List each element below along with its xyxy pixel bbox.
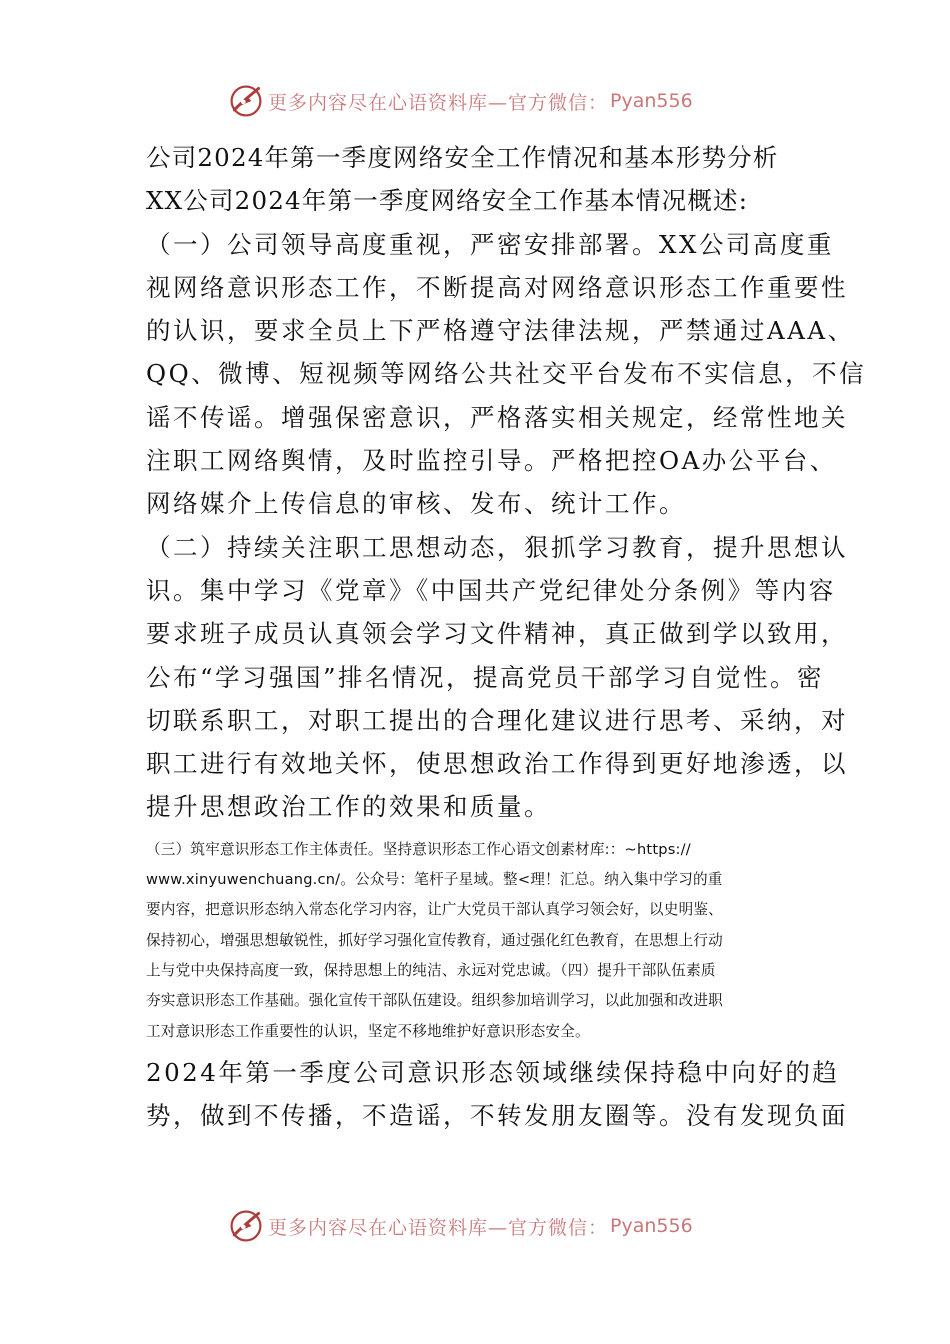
section-2 — [146, 526, 848, 829]
footer-banner — [228, 1206, 748, 1246]
section-4-line: 势，做到不传播，不造谣，不转发朋友圈等。没有发现负面 — [146, 1101, 848, 1131]
section-3-line: www.xinyuwenchuang.cn/。公众号：笔杆子星域。整<理！汇总。纳入集中学习的重 — [146, 871, 723, 889]
section-2-line: 公布“学习强国”排名情况，提高党员干部学习自觉性。密 — [146, 662, 825, 692]
section-3 — [146, 835, 810, 1047]
header-banner-text: 更多内容尽在心语资料库—官方微信： — [268, 91, 609, 114]
document-subtitle: XX公司2024年第一季度网络安全工作基本情况概述: — [146, 186, 749, 216]
header-wechat-id: Pyan556 — [610, 90, 693, 112]
section-2-line: 识。集中学习《党章》《中国共产党纪律处分条例》等内容 — [146, 575, 836, 605]
section-1-line: 注职工网络舆情，及时监控引导。严格把控OA办公平台、 — [146, 446, 837, 476]
section-4 — [146, 1051, 848, 1138]
section-3-line: 保持初心，增强思想敏锐性，抓好学习强化宣传教育，通过强化红色教育，在思想上行动 — [146, 931, 723, 949]
section-3-line: （三）筑牢意识形态工作主体责任。坚持意识形态工作心语文创素材库:：~https:// — [146, 840, 691, 858]
header-banner — [228, 81, 748, 121]
section-4-line: 2024年第一季度公司意识形态领域继续保持稳中向好的趋 — [146, 1057, 840, 1087]
section-2-line: （二）持续关注职工思想动态，狠抓学习教育，提升思想认 — [146, 532, 848, 562]
section-1-line: 网络媒介上传信息的审核、发布、统计工作。 — [146, 489, 686, 519]
section-1-line: （一）公司领导高度重视，严密安排部署。XX公司高度重 — [146, 229, 834, 259]
section-3-line: 要内容，把意识形态纳入常态化学习内容，让广大党员干部认真学习领会好，以史明鉴、 — [146, 901, 723, 919]
footer-wechat-id: Pyan556 — [610, 1215, 693, 1237]
pen-logo-icon — [228, 1208, 264, 1244]
section-1 — [146, 223, 867, 526]
section-3-line: 夯实意识形态工作基础。强化宣传干部队伍建设。组织参加培训学习，以此加强和改进职 — [146, 992, 723, 1010]
section-2-line: 要求班子成员认真领会学习文件精神，真正做到学以致用， — [146, 619, 848, 649]
section-2-line: 职工进行有效地关怀，使思想政治工作得到更好地渗透，以 — [146, 749, 848, 779]
section-1-line: 的认识，要求全员上下严格遵守法律法规，严禁通过AAA、 — [146, 316, 855, 346]
section-2-line: 切联系职工，对职工提出的合理化建议进行思考、采纳，对 — [146, 705, 848, 735]
section-2-line: 提升思想政治工作的效果和质量。 — [146, 792, 551, 822]
section-3-line: 上与党中央保持高度一致，保持思想上的纯洁、永远对党忠诚。（四）提升干部队伍素质 — [146, 961, 716, 979]
section-3-line: 工对意识形态工作重要性的认识，坚定不移地维护好意识形态安全。 — [146, 1022, 590, 1040]
document-body — [146, 136, 867, 1137]
document-title: 公司2024年第一季度网络安全工作情况和基本形势分析 — [146, 143, 779, 172]
section-1-line: 视网络意识形态工作，不断提高对网络意识形态工作重要性 — [146, 272, 848, 302]
pen-logo-icon — [228, 83, 264, 119]
footer-banner-text: 更多内容尽在心语资料库—官方微信： — [268, 1216, 609, 1239]
section-1-line: QQ、微博、短视频等网络公共社交平台发布不实信息，不信 — [146, 359, 867, 389]
section-1-line: 谣不传谣。增强保密意识，严格落实相关规定，经常性地关 — [146, 402, 848, 432]
